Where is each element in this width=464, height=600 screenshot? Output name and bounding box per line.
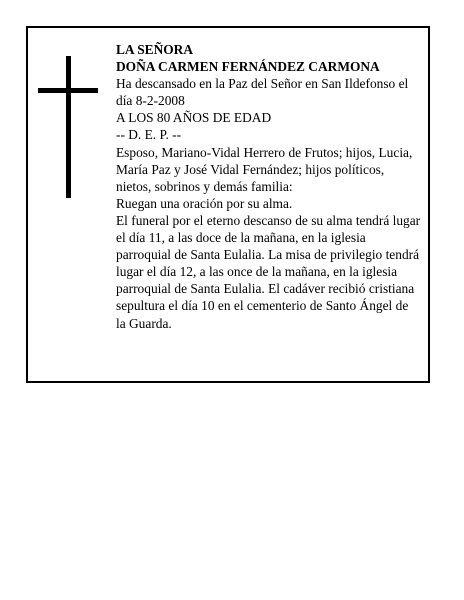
title-line-1: LA SEÑORA (116, 42, 194, 57)
obituary-text (116, 41, 421, 332)
age-line: A LOS 80 AÑOS DE EDAD (116, 110, 272, 126)
funeral-paragraph: El funeral por el eterno descanso de su alma tendrá lugar el día 11, a las doce de la mañana, en la iglesia parroquial de Santa Eulalia. La misa de privilegio tendrá lugar el día 12, a las once de la mañana, en la iglesia parroquial de Santa Eulalia. El cadáver recibió cristiana sepultura el día 10 en el cementerio de Santo Ángel de la Guarda. (116, 212, 421, 331)
rested-line: Ha descansado en la Paz del Señor en San Ildefonso el día 8-2-2008 (116, 76, 409, 109)
cross-icon (38, 56, 98, 198)
obituary-notice (26, 26, 430, 383)
prayer-line: Ruegan una oración por su alma. (116, 195, 293, 211)
cross-vertical-bar (66, 56, 71, 198)
dep-line: -- D. E. P. -- (116, 127, 182, 143)
family-paragraph: Esposo, Mariano-Vidal Herrero de Frutos; hijos, Lucia, María Paz y José Vidal Fernández; hijos políticos, nietos, sobrinos y demás familia: (116, 144, 413, 194)
title-line-2: DOÑA CARMEN FERNÁNDEZ CARMONA (116, 59, 380, 75)
cross-horizontal-bar (38, 88, 98, 93)
